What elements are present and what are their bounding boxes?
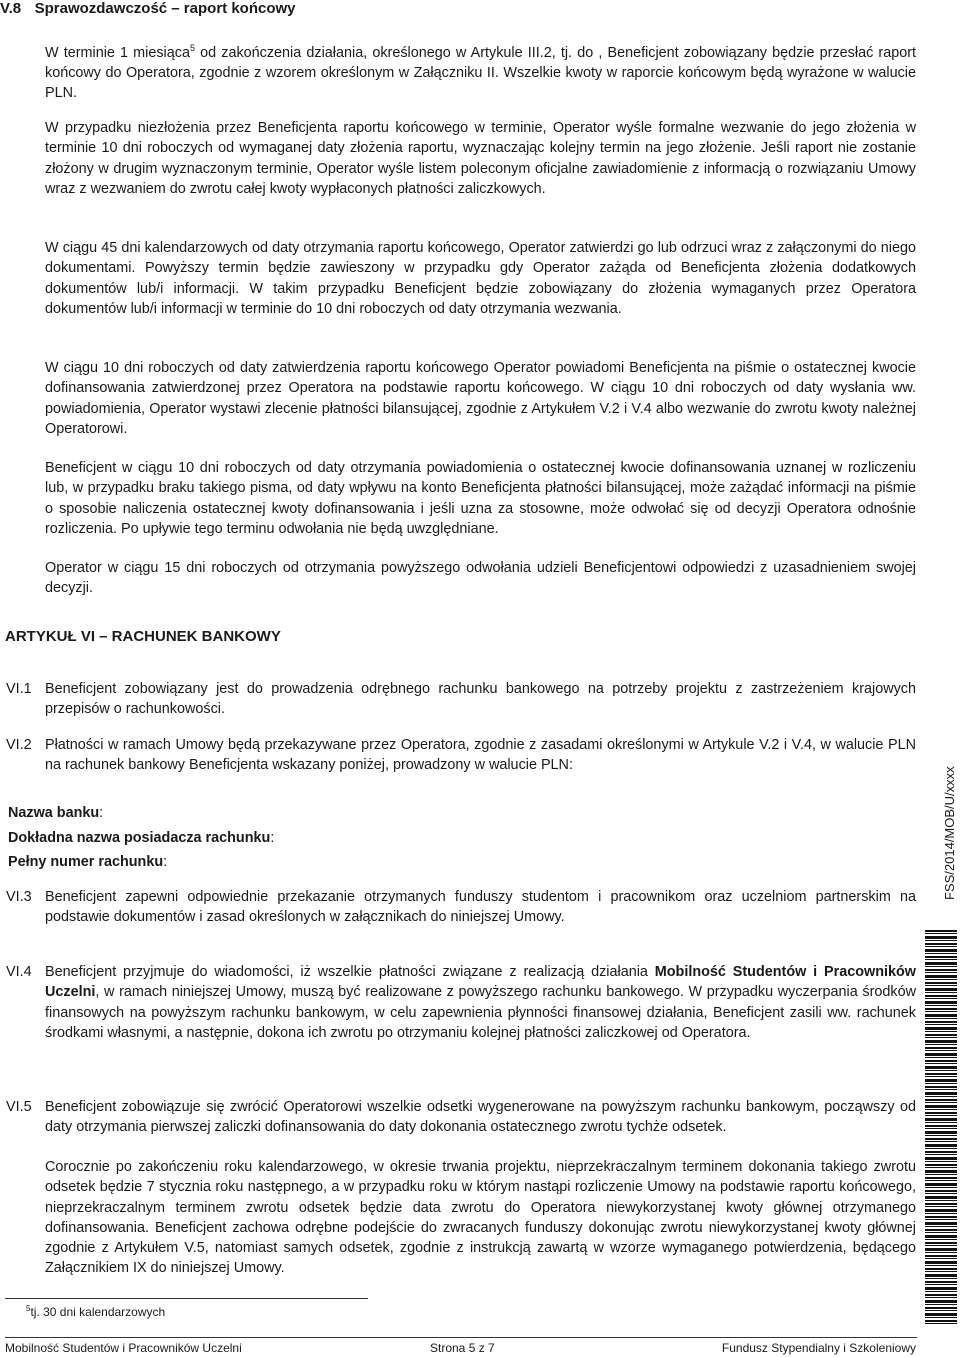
section-title: Sprawozdawczość – raport końcowy (34, 0, 296, 17)
footer-page-number: Strona 5 z 7 (430, 1341, 495, 1355)
item-text-vi5: Beneficjent zobowiązuje się zwrócić Operatorowi wszelkie odsetki wygenerowane na powyższym rachunku bankowym, począwszy od daty otrzymania pierwszej zaliczki dofinansowania do daty dokonania ostatecznego zwrotu tychże odsetek. (45, 1099, 916, 1136)
field-account-number: Pełny numer rachunku: (8, 854, 168, 870)
account-number-label: Pełny numer rachunku (8, 854, 164, 870)
barcode-icon (925, 930, 957, 1325)
paragraph-final-report-deadline: W terminie 1 miesiąca$^5$ od zakończenia działania, określonego w Artykule III.2, tj. do , Beneficjent zobowiązany będzie przesłać raport końcowy do Operatora, zgodnie z wzorem określonym w Załączniku II. Wszelkie kwoty w raporcie końcowym będą wyrażone w walucie PLN. (45, 43, 916, 102)
section-number: V.8 (0, 0, 22, 17)
section-heading (0, 0, 296, 18)
account-holder-label: Dokładna nazwa posiadacza rachunku (8, 830, 271, 846)
footnote: $^5$tj. 30 dni kalendarzowych (26, 1304, 166, 1319)
program-name: Mobilność Studentów i Pracowników Uczelni (45, 964, 916, 1001)
document-reference: FSS/2014/MOB/U/xxxx (942, 766, 957, 900)
item-text-vi3: Beneficjent zapewni odpowiednie przekazanie otrzymanych funduszy studentom i pracownikom oraz uczelniom partnerskim na podstawie dokumentów i zasad określonych w załącznikach do niniejszej Umowy. (45, 889, 916, 926)
paragraph-appeal: Beneficjent w ciągu 10 dni roboczych od daty otrzymania powiadomienia o ostatecznej kwocie dofinansowania uznanej w rozliczeniu lub, w przypadku braku takiego pisma, od daty wpływu na konto Beneficjenta płatności bilansującej, może zażądać informacji na piśmie o sposobie naliczenia ostatecznej kwoty dofinansowania i jeśli uzna za stosowne, może odwołać się od decyzji Operatora odnośnie rozliczenia. Po upływie tego terminu odwołania nie będą uwzględniane. (45, 460, 916, 537)
paragraph-final-amount-notice: W ciągu 10 dni roboczych od daty zatwierdzenia raportu końcowego Operator powiadomi Beneficjenta na piśmie o ostatecznej kwocie dofinansowania zatwierdzonej przez Operatora na podstawie raportu końcowego. W ciągu 10 dni roboczych od daty wysłania ww. powiadomienia, Operator wystawi zlecenie płatności bilansującej, zgodnie z Artykułem V.2 i V.4 albo wezwanie do zwrotu kwoty należnej Operatorowi. (45, 360, 916, 437)
footnote-reference: 5 (189, 43, 195, 53)
item-number-vi2: VI.2 (6, 737, 32, 753)
item-text-vi5-interest: Corocznie po zakończeniu roku kalendarzowego, w okresie trwania projektu, nieprzekraczalnym terminem dokonania takiego zwrotu odsetek będzie 7 stycznia roku następnego, a w przypadku roku w którym nastąpi rozliczenie Umowy na podstawie raportu końcowego, nieprzekraczalnym terminem zwrotu odsetek będzie data zwrotu do Operatora niewykorzystanej kwoty głównej otrzymanego dofinansowania. Beneficjent zachowa odrębne podejście do zwracanych funduszy dokonując zwrotu niewykorzystanej kwoty głównej zgodnie z Artykułem V.5, natomiast samych odsetek, zgodnie z instrukcją zawartą w wzorze wymaganego potwierdzenia, będącego Załącznikiem IX do niniejszej Umowy. (45, 1159, 916, 1277)
field-account-holder: Dokładna nazwa posiadacza rachunku: (8, 830, 275, 846)
footer-program: Mobilność Studentów i Pracowników Uczelni (5, 1341, 242, 1355)
paragraph-report-approval: W ciągu 45 dni kalendarzowych od daty otrzymania raportu końcowego, Operator zatwierdzi go lub odrzuci wraz z załączonymi do niego dokumentami. Powyższy termin będzie zawieszony w przypadku gdy Operator zażąda od Beneficjenta złożenia dodatkowych dokumentów lub/i informacji. W takim przypadku Beneficjent będzie zobowiązany do złożenia wymaganych przez Operatora dokumentów lub/i informacji w terminie do 10 dni roboczych od daty otrzymania wezwania. (45, 240, 916, 317)
footer-divider (5, 1337, 917, 1338)
item-number-vi1: VI.1 (6, 681, 32, 697)
footnote-divider (5, 1298, 368, 1299)
item-number-vi3: VI.3 (6, 889, 32, 905)
item-text-vi1: Beneficjent zobowiązany jest do prowadzenia odrębnego rachunku bankowego na potrzeby projektu z zastrzeżeniem krajowych przepisów o rachunkowości. (45, 681, 916, 718)
paragraph-appeal-response: Operator w ciągu 15 dni roboczych od otrzymania powyższego odwołania udzieli Beneficjentowi odpowiedzi z uzasadnieniem swojej decyzji. (45, 560, 916, 597)
bank-name-label: Nazwa banku (8, 805, 100, 821)
item-text-vi2: Płatności w ramach Umowy będą przekazywane przez Operatora, zgodnie z zasadami określonymi w Artykule V.2 i V.4, w walucie PLN na rachunek bankowy Beneficjenta wskazany poniżej, prowadzony w walucie PLN: (45, 737, 916, 774)
footer-fund-name: Fundusz Stypendialny i Szkoleniowy (721, 1341, 916, 1355)
item-number-vi4: VI.4 (6, 964, 32, 980)
paragraph-missing-report: W przypadku niezłożenia przez Beneficjenta raportu końcowego w terminie, Operator wyśle formalne wezwanie do jego złożenia w terminie 10 dni roboczych od wymaganej daty złożenia raportu, wyznaczając kolejny termin na jego złożenie. Jeśli raport nie zostanie złożony w drugim wyznaczonym terminie, Operator wyśle listem poleconym oficjalne zawiadomienie z informacją o rozwiązaniu Umowy wraz z wezwaniem do zwrotu całej kwoty wypłaconych płatności zaliczkowych. (45, 120, 916, 197)
item-number-vi5: VI.5 (6, 1099, 32, 1115)
item-text-vi4: Beneficjent przyjmuje do wiadomości, iż wszelkie płatności związane z realizacją działania Mobilność Studentów i Pracowników Uczelni, w ramach niniejszej Umowy, muszą być realizowane z powyższego rachunku bankowego. W przypadku wyczerpania środków finansowych na powyższym rachunku bankowym, w celu zapewnienia płynności finansowej działania, Beneficjent zasili ww. rachunek środkami własnymi, a następnie, dokona ich zwrotu po otrzymaniu kolejnej płatności zaliczkowej od Operatora. (45, 964, 916, 1041)
article-title: ARTYKUŁ VI – RACHUNEK BANKOWY (5, 628, 281, 645)
field-bank-name: Nazwa banku: (8, 805, 104, 821)
